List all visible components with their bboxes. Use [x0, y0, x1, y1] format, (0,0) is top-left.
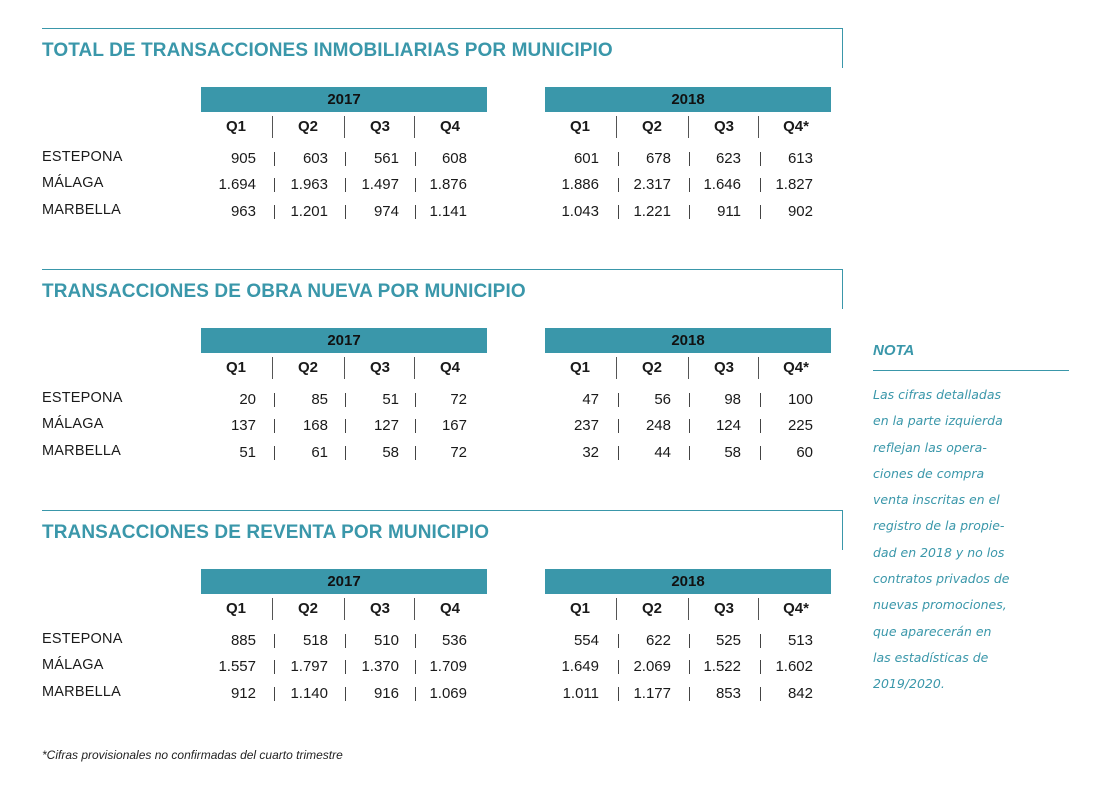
table-cell: 1.140	[290, 685, 328, 702]
cell-separator	[689, 634, 690, 648]
quarter-header: Q1	[225, 118, 246, 135]
table-cell: 60	[796, 444, 813, 461]
table-cell: 678	[645, 150, 671, 167]
nota-line: Las cifras detalladas	[873, 387, 1002, 402]
nota-line: en la parte izquierda	[873, 413, 1003, 429]
nota-title: NOTA	[873, 342, 915, 359]
table-cell: 842	[787, 685, 813, 702]
cell-separator	[689, 393, 690, 407]
table-cell: 32	[582, 444, 599, 461]
table-cell: 72	[450, 444, 467, 461]
year-header-2018: 2018	[545, 87, 831, 112]
table-cell: 98	[724, 391, 741, 408]
header-separator	[758, 116, 759, 138]
table-cell: 554	[573, 632, 599, 649]
quarter-header: Q2	[641, 359, 662, 376]
row-label: MARBELLA	[42, 443, 121, 459]
header-separator	[688, 357, 689, 379]
table-cell: 58	[724, 444, 741, 461]
cell-separator	[274, 660, 275, 674]
cell-separator	[689, 178, 690, 192]
table-section	[0, 241, 860, 481]
table-cell: 1.709	[429, 658, 467, 675]
quarter-header: Q4	[439, 359, 460, 376]
header-separator	[758, 598, 759, 620]
table-cell: 974	[373, 203, 399, 220]
quarter-header: Q2	[297, 359, 318, 376]
year-header-2017: 2017	[201, 569, 487, 594]
nota-panel	[873, 342, 1073, 692]
cell-separator	[760, 152, 761, 166]
quarter-header: Q3	[713, 118, 734, 135]
section-frame-top	[42, 269, 842, 270]
nota-line: reflejan las opera-	[873, 439, 987, 455]
cell-separator	[274, 446, 275, 460]
cell-separator	[415, 419, 416, 433]
cell-separator	[345, 687, 346, 701]
table-cell: 1.141	[429, 203, 467, 220]
cell-separator	[345, 446, 346, 460]
header-separator	[616, 357, 617, 379]
row-label: MÁLAGA	[42, 416, 104, 432]
nota-line: las estadísticas de	[873, 649, 989, 665]
table-cell: 1.557	[218, 658, 256, 675]
nota-line: 2019/2020.	[873, 676, 945, 692]
header-separator	[344, 116, 345, 138]
header-separator	[688, 598, 689, 620]
table-cell: 1.649	[561, 658, 599, 675]
table-cell: 518	[302, 632, 328, 649]
table-cell: 916	[373, 685, 399, 702]
table-cell: 1.646	[703, 176, 741, 193]
table-cell: 622	[645, 632, 671, 649]
cell-separator	[689, 152, 690, 166]
nota-line: ciones de compra	[873, 465, 985, 481]
section-frame-right	[842, 510, 843, 550]
table-cell: 536	[441, 632, 467, 649]
nota-line: registro de la propie-	[873, 518, 1005, 534]
cell-separator	[345, 660, 346, 674]
cell-separator	[345, 205, 346, 219]
section-frame-right	[842, 28, 843, 68]
table-section	[0, 482, 860, 722]
table-cell: 56	[654, 391, 671, 408]
table-cell: 853	[715, 685, 741, 702]
table-cell: 44	[654, 444, 671, 461]
table-cell: 1.694	[218, 176, 256, 193]
header-separator	[344, 357, 345, 379]
quarter-header: Q3	[369, 359, 390, 376]
table-cell: 248	[645, 417, 671, 434]
table-cell: 1.886	[561, 176, 599, 193]
table-cell: 911	[717, 203, 741, 220]
cell-separator	[345, 634, 346, 648]
quarter-header: Q3	[369, 118, 390, 135]
cell-separator	[415, 446, 416, 460]
quarter-header: Q1	[225, 600, 246, 617]
table-cell: 225	[787, 417, 813, 434]
quarter-header: Q2	[641, 118, 662, 135]
cell-separator	[618, 152, 619, 166]
quarter-header: Q3	[713, 359, 734, 376]
cell-separator	[618, 393, 619, 407]
quarter-header: Q1	[569, 600, 590, 617]
section-title: TOTAL DE TRANSACCIONES INMOBILIARIAS POR MUNICIPIO	[42, 40, 613, 61]
cell-separator	[415, 634, 416, 648]
cell-separator	[415, 660, 416, 674]
year-header-2017: 2017	[201, 87, 487, 112]
section-frame-top	[42, 510, 842, 511]
cell-separator	[415, 178, 416, 192]
year-header-2018: 2018	[545, 328, 831, 353]
quarter-header: Q1	[569, 359, 590, 376]
cell-separator	[415, 393, 416, 407]
cell-separator	[415, 152, 416, 166]
quarter-header: Q4	[439, 118, 460, 135]
cell-separator	[274, 419, 275, 433]
table-cell: 603	[302, 150, 328, 167]
table-cell: 137	[230, 417, 256, 434]
table-cell: 1.177	[633, 685, 671, 702]
cell-separator	[760, 687, 761, 701]
table-cell: 963	[230, 203, 256, 220]
table-cell: 525	[715, 632, 741, 649]
cell-separator	[415, 687, 416, 701]
table-cell: 510	[373, 632, 399, 649]
table-cell: 72	[450, 391, 467, 408]
header-separator	[688, 116, 689, 138]
table-cell: 47	[582, 391, 599, 408]
cell-separator	[760, 178, 761, 192]
header-separator	[272, 116, 273, 138]
nota-body	[873, 382, 1073, 698]
table-cell: 561	[373, 150, 399, 167]
table-cell: 885	[230, 632, 256, 649]
table-cell: 1.522	[703, 658, 741, 675]
table-cell: 1.201	[290, 203, 328, 220]
table-cell: 1.963	[290, 176, 328, 193]
cell-separator	[415, 205, 416, 219]
cell-separator	[760, 634, 761, 648]
cell-separator	[760, 660, 761, 674]
cell-separator	[618, 205, 619, 219]
cell-separator	[760, 205, 761, 219]
cell-separator	[689, 446, 690, 460]
table-cell: 168	[302, 417, 328, 434]
section-title: TRANSACCIONES DE OBRA NUEVA POR MUNICIPIO	[42, 281, 526, 302]
cell-separator	[274, 634, 275, 648]
cell-separator	[618, 419, 619, 433]
table-cell: 167	[441, 417, 467, 434]
table-cell: 237	[573, 417, 599, 434]
nota-line: dad en 2018 y no los	[873, 544, 1005, 560]
table-cell: 1.827	[775, 176, 813, 193]
table-cell: 20	[239, 391, 256, 408]
section-title: TRANSACCIONES DE REVENTA POR MUNICIPIO	[42, 522, 490, 543]
header-separator	[616, 116, 617, 138]
cell-separator	[345, 393, 346, 407]
quarter-header: Q2	[641, 600, 662, 617]
table-cell: 513	[787, 632, 813, 649]
table-section	[0, 0, 860, 240]
table-cell: 85	[311, 391, 328, 408]
cell-separator	[274, 152, 275, 166]
cell-separator	[618, 660, 619, 674]
cell-separator	[689, 419, 690, 433]
row-label: MARBELLA	[42, 684, 121, 700]
cell-separator	[760, 419, 761, 433]
quarter-header: Q3	[369, 600, 390, 617]
quarter-header: Q2	[297, 600, 318, 617]
cell-separator	[274, 205, 275, 219]
table-cell: 902	[787, 203, 813, 220]
row-label: MÁLAGA	[42, 175, 104, 191]
table-cell: 608	[441, 150, 467, 167]
cell-separator	[345, 152, 346, 166]
table-cell: 2.317	[633, 176, 671, 193]
table-cell: 1.069	[429, 685, 467, 702]
table-cell: 1.876	[429, 176, 467, 193]
cell-separator	[618, 178, 619, 192]
year-header-2017: 2017	[201, 328, 487, 353]
year-header-2018: 2018	[545, 569, 831, 594]
section-frame-right	[842, 269, 843, 309]
cell-separator	[760, 446, 761, 460]
nota-line: nuevas promociones,	[873, 597, 1007, 613]
header-separator	[616, 598, 617, 620]
table-cell: 905	[230, 150, 256, 167]
table-cell: 51	[382, 391, 399, 408]
quarter-header: Q1	[569, 118, 590, 135]
cell-separator	[274, 393, 275, 407]
table-cell: 1.370	[361, 658, 399, 675]
table-cell: 912	[230, 685, 256, 702]
table-cell: 1.221	[633, 203, 671, 220]
cell-separator	[274, 687, 275, 701]
quarter-header: Q4*	[783, 118, 809, 135]
cell-separator	[689, 660, 690, 674]
table-cell: 1.602	[775, 658, 813, 675]
header-separator	[758, 357, 759, 379]
cell-separator	[689, 687, 690, 701]
table-cell: 100	[787, 391, 813, 408]
row-label: ESTEPONA	[42, 631, 123, 647]
header-separator	[414, 357, 415, 379]
quarter-header: Q3	[713, 600, 734, 617]
table-cell: 613	[787, 150, 813, 167]
quarter-header: Q4*	[783, 600, 809, 617]
table-cell: 58	[382, 444, 399, 461]
quarter-header: Q4	[439, 600, 460, 617]
header-separator	[272, 357, 273, 379]
nota-divider	[873, 370, 1069, 371]
header-separator	[414, 598, 415, 620]
table-cell: 61	[311, 444, 328, 461]
table-cell: 127	[373, 417, 399, 434]
table-cell: 623	[715, 150, 741, 167]
cell-separator	[345, 178, 346, 192]
quarter-header: Q2	[297, 118, 318, 135]
cell-separator	[618, 687, 619, 701]
row-label: MÁLAGA	[42, 657, 104, 673]
row-label: MARBELLA	[42, 202, 121, 218]
nota-line: que aparecerán en	[873, 623, 992, 639]
table-cell: 1.043	[561, 203, 599, 220]
nota-line: contratos privados de	[873, 571, 1010, 587]
header-separator	[414, 116, 415, 138]
cell-separator	[760, 393, 761, 407]
cell-separator	[274, 178, 275, 192]
table-cell: 601	[573, 150, 599, 167]
quarter-header: Q4*	[783, 359, 809, 376]
cell-separator	[618, 634, 619, 648]
table-cell: 51	[239, 444, 256, 461]
table-cell: 1.011	[562, 685, 599, 702]
nota-line: venta inscritas en el	[873, 492, 1000, 508]
quarter-header: Q1	[225, 359, 246, 376]
cell-separator	[689, 205, 690, 219]
header-separator	[272, 598, 273, 620]
section-frame-top	[42, 28, 842, 29]
row-label: ESTEPONA	[42, 149, 123, 165]
cell-separator	[345, 419, 346, 433]
cell-separator	[618, 446, 619, 460]
header-separator	[344, 598, 345, 620]
table-cell: 2.069	[633, 658, 671, 675]
table-cell: 124	[715, 417, 741, 434]
row-label: ESTEPONA	[42, 390, 123, 406]
table-cell: 1.797	[290, 658, 328, 675]
footnote: *Cifras provisionales no confirmadas del cuarto trimestre	[42, 748, 343, 762]
table-cell: 1.497	[361, 176, 399, 193]
